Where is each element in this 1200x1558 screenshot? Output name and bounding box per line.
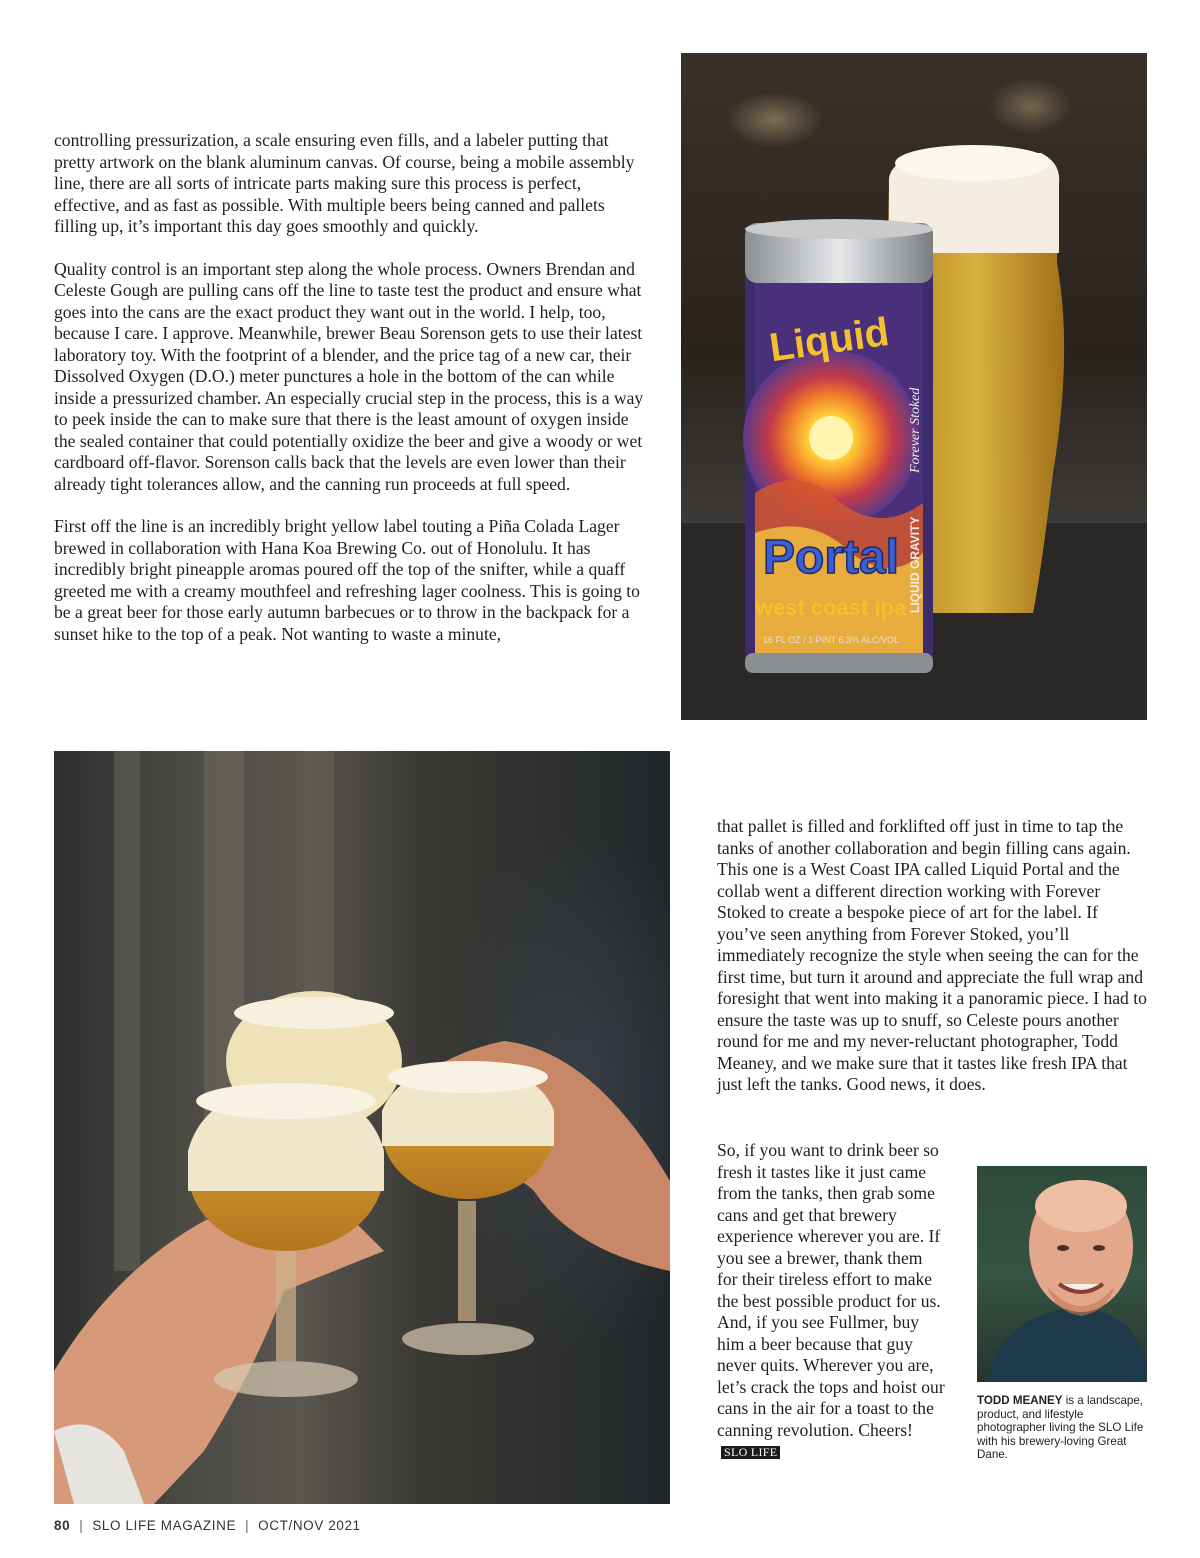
paragraph: controlling pressurization, a scale ensuring even fills, and a labeler putting that pretty artwork on the blank aluminum canvas. Of course, being a mobile assembly line, there are all sorts of intricate parts making sure this process is perfect, effective, and as fast as possible. With multiple beers being canned and pallets filling up, it’s important this day goes smoothly and quickly. xyxy=(54,130,635,236)
closing-text: So, if you want to drink beer so fresh it tastes like it just came from the tanks, then grab some cans and get that brewery experience wherever you are. If you see a brewer, thank them for their tireless effort to make the best possible product for us. And, if you see Fullmer, buy him a beer because that guy never quits. Wherever you are, let’s crack the tops and hoist our cans in the air for a toast to the canning revolution. Cheers! xyxy=(717,1140,945,1440)
can-fine-print: 16 FL OZ / 1 PINT 6.3% ALC/VOL xyxy=(762,635,900,645)
article-column-right xyxy=(717,816,1149,1117)
article-column-closing xyxy=(717,1140,945,1484)
photo-toasting-glasses xyxy=(54,751,670,1504)
paragraph-closing xyxy=(717,1140,945,1463)
bio-name: TODD MEANEY xyxy=(977,1394,1063,1407)
paragraph: Quality control is an important step along the whole process. Owners Brendan and Celeste Gough are pulling cans off the line to taste test the product and ensure what goes into the cans are the exact product they want out in the world. I help, too, because I care. I approve. Meanwhile, brewer Beau Sorenson gets to use their latest laboratory toy. With the footprint of a blender, and the price tag of a new car, their Dissolved Oxygen (D.O.) meter punctures a hole in the bottom of the can while inside a pressurized chamber. An especially crucial step in the process, this is a way to peek inside the can to make sure that there is the least amount of oxygen inside the sealed container that could potentially oxidize the beer and give a woody or wet cardboard off-flavor. Sorenson calls back that the levels are even lower than their already tight tolerances allow, and the canning run proceeds at full speed. xyxy=(54,258,644,494)
publication-name: SLO LIFE MAGAZINE xyxy=(92,1518,237,1533)
page-number: 80 xyxy=(54,1518,71,1533)
issue-date: OCT/NOV 2021 xyxy=(258,1518,361,1533)
can-label-style: west coast ipa xyxy=(755,595,907,620)
paragraph: First off the line is an incredibly bright yellow label touting a Piña Colada Lager brewed in collaboration with Hana Koa Brewing Co. out of Honolulu. It has incredibly bright pineapple aromas poured off the top of the snifter, while a quaff greeted me with a creamy mouthfeel and refreshing lager coolness. This is going to be a great beer for those early autumn barbecues or to throw in the backpack for a sunset hike to the top of a peak. Not wanting to waste a minute, xyxy=(54,516,640,644)
beer-can-illustration xyxy=(681,53,1147,720)
author-bio xyxy=(977,1394,1149,1462)
page-footer xyxy=(54,1518,361,1533)
article-column-top xyxy=(54,130,644,666)
photo-author-portrait xyxy=(977,1166,1147,1382)
toast-illustration xyxy=(54,751,670,1504)
can-label-liquid: Liquid xyxy=(766,309,892,371)
portrait-illustration xyxy=(977,1166,1147,1382)
end-mark: SLO LIFE xyxy=(721,1446,780,1459)
bio-text: is a landscape, product, and lifestyle photographer living the SLO Life with his brewery-loving Great Dane. xyxy=(977,1394,1144,1462)
paragraph: that pallet is filled and forklifted off just in time to tap the tanks of another collaboration and begin filling cans again. This one is a West Coast IPA called Liquid Portal and the collab went a different direction working with Forever Stoked to create a bespoke piece of art for the label. If you’ve seen anything from Forever Stoked, you’ll immediately recognize the style when seeing the can for the first time, but turn it around and appreciate the full wrap and foresight that went into making it a panoramic piece. I had to ensure the taste was up to snuff, so Celeste pours another round for me and my never-reluctant photographer, Todd Meaney, and we make sure that it tastes like fresh IPA that just left the tanks. Good news, it does. xyxy=(717,816,1147,1094)
can-side-brewery: LIQUID GRAVITY xyxy=(908,516,922,613)
photo-beer-can-and-glass xyxy=(681,53,1147,720)
footer-separator: | xyxy=(245,1518,250,1533)
can-label-portal: Portal xyxy=(762,531,900,584)
can-side-artist: Forever Stoked xyxy=(908,387,923,473)
footer-separator: | xyxy=(79,1518,84,1533)
